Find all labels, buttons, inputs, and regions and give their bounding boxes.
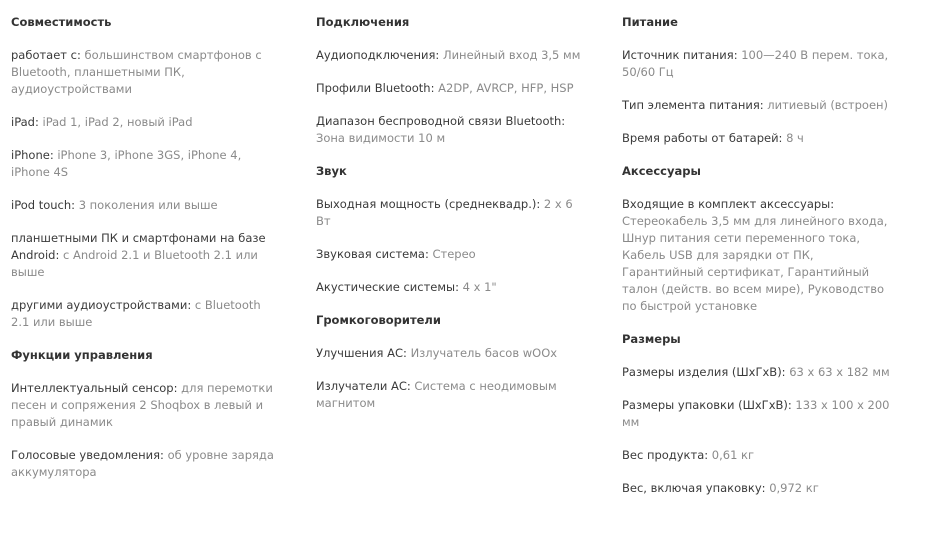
spec-row [11,297,281,331]
spec-row [622,97,890,114]
section-title-sound: Звук [316,164,347,178]
spec-row [316,196,581,230]
spec-row [316,279,581,296]
spec-row [622,447,890,464]
spec-column-3 [622,14,890,513]
spec-value: 0,972 кг [769,481,819,495]
spec-row [622,196,890,315]
spec-label: Источник питания: [622,48,738,62]
spec-label: Акустические системы: [316,280,459,294]
spec-label: другими аудиоустройствами: [11,298,192,312]
spec-value: с Android 2.1 и Bluetooth 2.1 или выше [11,248,258,279]
spec-row [622,397,890,431]
spec-row [622,364,890,381]
spec-value: Линейный вход 3,5 мм [442,48,581,62]
section-title-connections: Подключения [316,15,410,29]
spec-row [316,80,581,97]
spec-label: Вес продукта: [622,448,709,462]
spec-value: Система с неодимовым магнитом [316,379,557,410]
spec-row [622,480,890,497]
spec-row [11,230,281,281]
spec-row [11,47,281,98]
spec-value: с Bluetooth 2.1 или выше [11,298,261,329]
spec-column-2 [316,14,581,428]
spec-row [316,378,581,412]
spec-row [316,47,581,64]
section-title-compatibility: Совместимость [11,15,112,29]
spec-value: iPad 1, iPad 2, новый iPad [42,115,193,129]
section-title-accessories: Аксессуары [622,164,701,178]
spec-label: iPad: [11,115,39,129]
spec-value: 8 ч [786,131,804,145]
spec-value: об уровне заряда аккумулятора [11,448,274,479]
spec-label: Звуковая система: [316,247,429,261]
spec-label: Излучатели АС: [316,379,411,393]
spec-label: работает с: [11,48,81,62]
spec-label: Аудиоподключения: [316,48,440,62]
spec-value: Зона видимости 10 м [316,131,446,145]
spec-value: iPhone 3, iPhone 3GS, iPhone 4, iPhone 4S [11,148,242,179]
spec-value: 2 x 6 Вт [316,197,573,228]
spec-label: Профили Bluetooth: [316,81,435,95]
spec-label: Улучшения АС: [316,346,407,360]
spec-label: Тип элемента питания: [622,98,764,112]
spec-value: 3 поколения или выше [78,198,218,212]
spec-label: Вес, включая упаковку: [622,481,766,495]
spec-label: Интеллектуальный сенсор: [11,381,178,395]
spec-row [316,246,581,263]
spec-value: 4 x 1" [462,280,497,294]
spec-value: A2DP, AVRCP, HFP, HSP [438,81,574,95]
section-title-controls: Функции управления [11,348,153,362]
spec-value: Излучатель басов wOOx [410,346,558,360]
section-title-speakers: Громкоговорители [316,313,441,327]
spec-row [316,113,581,147]
spec-row [11,380,281,431]
spec-label: Размеры изделия (ШxГxВ): [622,365,786,379]
spec-label: планшетными ПК и смартфонами на базе Android: [11,231,266,262]
spec-value: большинством смартфонов с Bluetooth, планшетными ПК, аудиоустройствами [11,48,262,96]
spec-value: 63 x 63 x 182 мм [789,365,890,379]
spec-value: для перемотки песен и сопряжения 2 Shoqbox в левый и правый динамик [11,381,273,429]
spec-value: Стерео [432,247,476,261]
spec-row [11,447,281,481]
spec-row [11,114,281,131]
spec-value: 133 x 100 x 200 мм [622,398,890,429]
spec-label: Голосовые уведомления: [11,448,164,462]
spec-column-1 [11,14,281,497]
spec-label: Время работы от батарей: [622,131,783,145]
section-title-power: Питание [622,15,678,29]
spec-label: iPhone: [11,148,54,162]
spec-value: 100—240 В перем. тока, 50/60 Гц [622,48,889,79]
spec-label: Диапазон беспроводной связи Bluetooth: [316,114,566,128]
spec-row [11,147,281,181]
spec-label: iPod touch: [11,198,76,212]
spec-value: 0,61 кг [711,448,755,462]
spec-row [622,47,890,81]
spec-value: Стереокабель 3,5 мм для линейного входа, Шнур питания сети переменного тока, Кабель USB для зарядки от ПК, Гарантийный сертификат, Гарантийный талон (действ. во всем мире), Руководство по быстрой установке [622,214,888,313]
section-title-dimensions: Размеры [622,332,681,346]
spec-row [11,197,281,214]
spec-row [316,345,581,362]
spec-row [622,130,890,147]
spec-label: Выходная мощность (среднеквадр.): [316,197,541,211]
spec-label: Размеры упаковки (ШxГxВ): [622,398,792,412]
spec-value: литиевый (встроен) [767,98,889,112]
spec-label: Входящие в комплект аксессуары: [622,197,835,211]
